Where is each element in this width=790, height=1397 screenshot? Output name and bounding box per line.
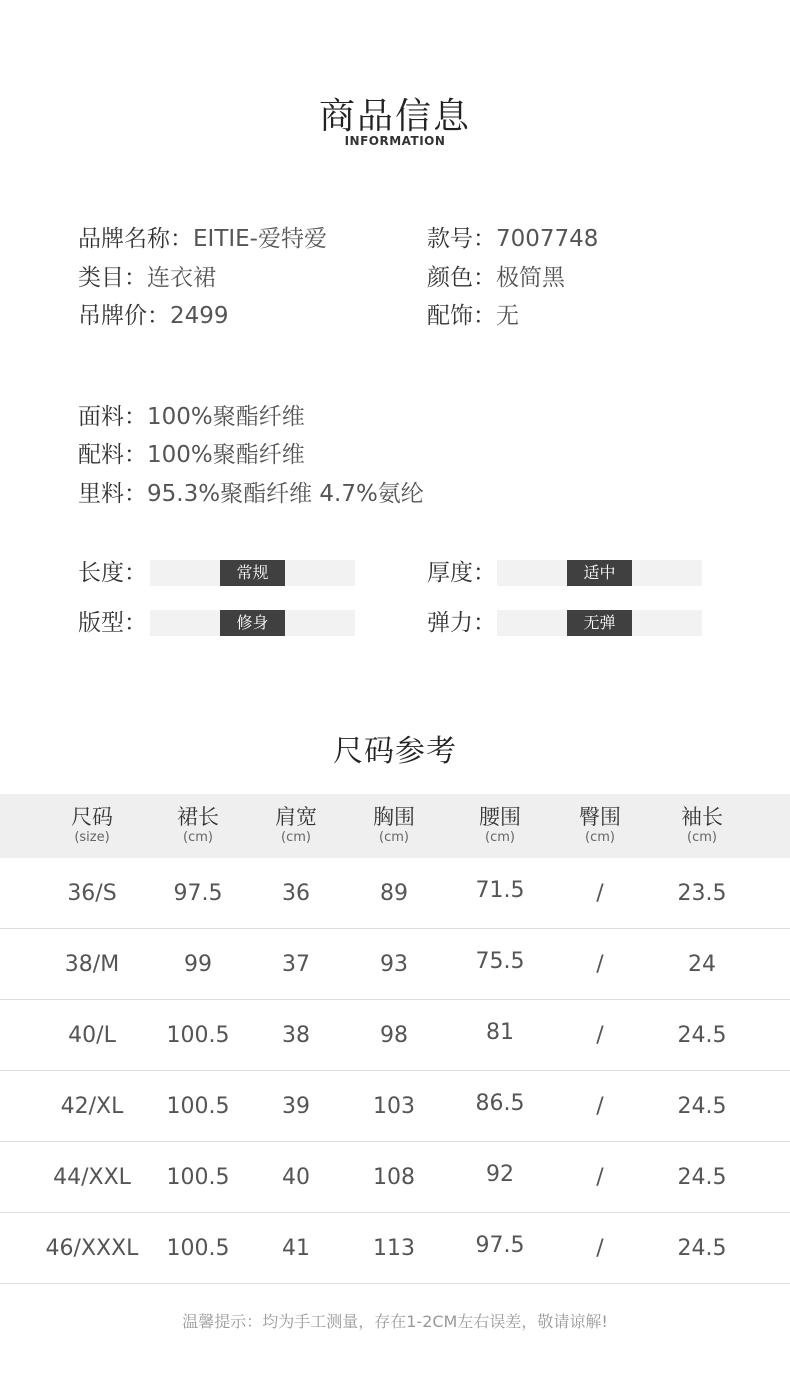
info-value: 7007748 [496, 226, 599, 252]
section-subtitle: INFORMATION [344, 134, 446, 148]
table-cell: 38 [282, 1023, 310, 1048]
column-header: 肩宽 (cm) [275, 805, 317, 845]
table-cell: 41 [282, 1236, 310, 1261]
info-price [78, 302, 229, 330]
attr-scale-fit [150, 610, 355, 636]
info-style-number [427, 225, 598, 253]
table-header [0, 794, 790, 858]
table-cell: 24.5 [677, 1165, 727, 1190]
info-value: 连衣裙 [147, 265, 216, 291]
table-cell: 42/XL [60, 1094, 124, 1119]
info-color [427, 264, 565, 292]
table-cell: / [596, 1165, 604, 1190]
info-value: 2499 [170, 303, 229, 329]
table-cell: 100.5 [166, 1165, 230, 1190]
table-cell: / [596, 952, 604, 977]
attr-label-length: 长度： [78, 560, 147, 586]
column-header: 臀围 (cm) [579, 805, 621, 845]
info-value: 无 [496, 303, 519, 329]
table-cell: 100.5 [166, 1094, 230, 1119]
table-cell: 39 [282, 1094, 310, 1119]
table-cell: 44/XXL [53, 1165, 131, 1190]
table-cell: 40 [282, 1165, 310, 1190]
table-cell: 99 [184, 952, 212, 977]
material-label: 面料： [78, 404, 147, 430]
info-value: EITIE-爱特爱 [193, 226, 327, 252]
material-trim [78, 441, 305, 469]
table-row [0, 929, 790, 1000]
attr-scale-length [150, 560, 355, 586]
table-cell: 37 [282, 952, 310, 977]
material-value: 100%聚酯纤维 [147, 404, 305, 430]
attr-selected-fit: 修身 [220, 610, 285, 636]
table-cell: 92 [486, 1162, 514, 1187]
column-header: 袖长 (cm) [681, 805, 723, 845]
material-value: 95.3%聚酯纤维 4.7%氨纶 [147, 481, 424, 507]
table-cell: 24.5 [677, 1023, 727, 1048]
info-label: 品牌名称： [78, 226, 193, 252]
info-label: 吊牌价： [78, 303, 170, 329]
table-cell: / [596, 1236, 604, 1261]
material-lining [78, 480, 424, 508]
table-row [0, 1071, 790, 1142]
material-label: 配料： [78, 442, 147, 468]
info-value: 极简黑 [496, 265, 565, 291]
attr-scale-elasticity [497, 610, 702, 636]
info-label: 款号： [427, 226, 496, 252]
table-cell: 71.5 [475, 878, 525, 903]
table-row [0, 1213, 790, 1284]
material-fabric [78, 403, 305, 431]
table-cell: 46/XXXL [45, 1236, 139, 1261]
column-header: 胸围 (cm) [373, 805, 415, 845]
attr-label-thickness: 厚度： [427, 560, 496, 586]
table-cell: 97.5 [475, 1233, 525, 1258]
attr-label-fit: 版型： [78, 610, 147, 636]
attr-selected-elasticity: 无弹 [567, 610, 632, 636]
table-cell: 75.5 [475, 949, 525, 974]
column-header: 尺码 (size) [71, 805, 113, 845]
column-header: 腰围 (cm) [479, 805, 521, 845]
table-cell: 23.5 [677, 881, 727, 906]
info-category [78, 264, 216, 292]
table-row [0, 858, 790, 929]
attr-scale-thickness [497, 560, 702, 586]
table-cell: 100.5 [166, 1023, 230, 1048]
table-cell: 24.5 [677, 1094, 727, 1119]
attr-label-elasticity: 弹力： [427, 610, 496, 636]
table-row [0, 1000, 790, 1071]
table-cell: 24.5 [677, 1236, 727, 1261]
table-cell: 97.5 [173, 881, 223, 906]
measurement-tip: 温馨提示：均为手工测量，存在1-2CM左右误差，敬请谅解! [182, 1312, 608, 1331]
size-table [0, 794, 790, 1284]
material-value: 100%聚酯纤维 [147, 442, 305, 468]
info-label: 类目： [78, 265, 147, 291]
column-header: 裙长 (cm) [177, 805, 219, 845]
info-label: 配饰： [427, 303, 496, 329]
table-cell: 113 [373, 1236, 415, 1261]
info-label: 颜色： [427, 265, 496, 291]
table-cell: 89 [380, 881, 408, 906]
material-label: 里料： [78, 481, 147, 507]
table-cell: 98 [380, 1023, 408, 1048]
table-cell: 36/S [67, 881, 117, 906]
table-cell: / [596, 881, 604, 906]
section-title: 商品信息 [318, 96, 471, 137]
table-cell: 93 [380, 952, 408, 977]
attr-selected-thickness: 适中 [567, 560, 632, 586]
table-cell: 81 [486, 1020, 514, 1045]
table-cell: / [596, 1094, 604, 1119]
info-brand [78, 225, 327, 253]
table-cell: / [596, 1023, 604, 1048]
table-cell: 40/L [68, 1023, 116, 1048]
table-cell: 103 [373, 1094, 415, 1119]
table-cell: 38/M [64, 952, 120, 977]
table-cell: 24 [688, 952, 716, 977]
table-row [0, 1142, 790, 1213]
table-cell: 108 [373, 1165, 415, 1190]
table-cell: 36 [282, 881, 310, 906]
info-accessory [427, 302, 519, 330]
table-cell: 100.5 [166, 1236, 230, 1261]
attr-selected-length: 常规 [220, 560, 285, 586]
table-cell: 86.5 [475, 1091, 525, 1116]
size-table-title: 尺码参考 [333, 734, 457, 769]
